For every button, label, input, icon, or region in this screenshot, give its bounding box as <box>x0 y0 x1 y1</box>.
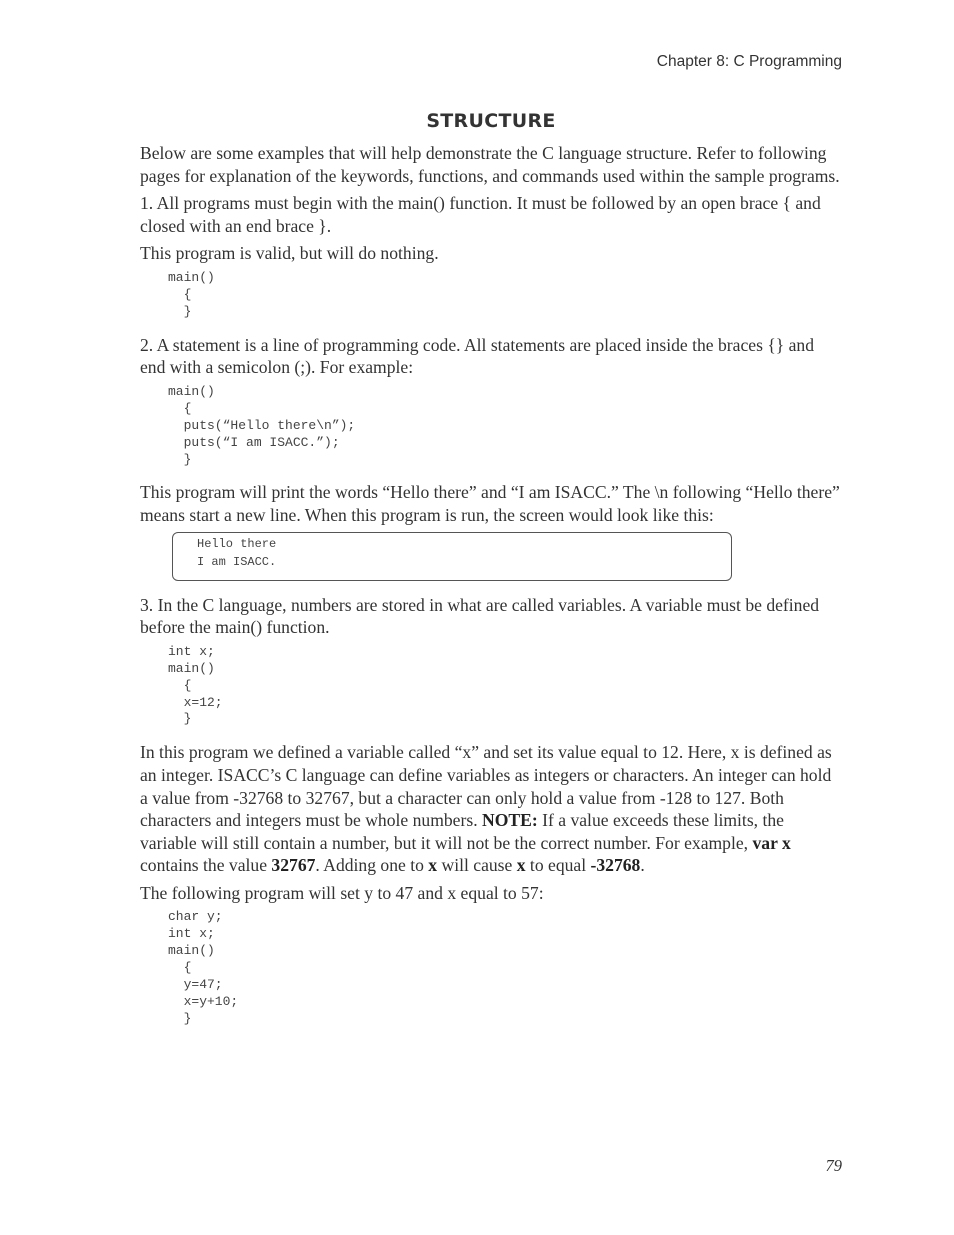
item-3-explanation <box>140 741 842 877</box>
bold-x: x <box>516 855 526 876</box>
bold-value: 32767 <box>271 855 316 876</box>
explanation-text: In this program we defined a variable called “x” and set its value equal to 12. Here, x is defined as an integer. ISACC’s C language can define variables as integers or characters. An integer can hold a value from -32768 to 32767, but a character can only hold a value from -128 to 127. Both characters and integers must be whole numbers. <box>140 742 832 831</box>
screen-output-box: Hello there I am ISACC. <box>172 532 732 581</box>
code-sample-empty-main: main() { } <box>168 269 215 319</box>
bold-var-x: var x <box>752 832 791 853</box>
explanation-text: If a value exceeds these limits, the variable will still contain a number, but it will not be the correct number. For example, <box>140 810 784 853</box>
item-1-note: This program is valid, but will do nothing. <box>140 243 439 264</box>
bold-x: x <box>428 855 438 876</box>
running-head: Chapter 8: C Programming <box>656 53 842 70</box>
item-2-explanation: This program will print the words “Hello there” and “I am ISACC.” The \n following “Hello there” means start a new line. When this program is run, the screen would look like this: <box>140 482 840 525</box>
code-sample-char-and-int: char y; int x; main() { y=47; x=y+10; } <box>168 909 239 1026</box>
bold-negative-value: -32768 <box>590 855 641 876</box>
code-sample-puts: main() { puts(“Hello there\n”); puts(“I am ISACC.”); } <box>168 383 356 467</box>
explanation-text: will cause <box>437 855 517 876</box>
explanation-text: contains the value <box>140 855 272 876</box>
explanation-text: . <box>640 855 645 876</box>
code-sample-int-variable: int x; main() { x=12; } <box>168 643 223 727</box>
item-1-paragraph: 1. All programs must begin with the main() function. It must be followed by an open brace { and closed with an end brace }. <box>140 193 821 236</box>
body-content <box>140 142 842 1041</box>
explanation-text: to equal <box>525 855 591 876</box>
page-number: 79 <box>825 1156 842 1175</box>
item-2-paragraph: 2. A statement is a line of programming code. All statements are placed inside the braces {} and end with a semicolon (;). For example: <box>140 334 815 378</box>
section-title: STRUCTURE <box>426 110 556 132</box>
intro-paragraph: Below are some examples that will help demonstrate the C language structure. Refer to following pages for explanation of the keywords, functions, and commands used within the sample programs. <box>140 143 840 186</box>
explanation-text: . Adding one to <box>315 855 429 876</box>
note-label: NOTE: <box>482 810 538 831</box>
following-program-text: The following program will set y to 47 and x equal to 57: <box>140 882 544 903</box>
item-3-paragraph: 3. In the C language, numbers are stored in what are called variables. A variable must be defined before the main() function. <box>140 594 820 638</box>
